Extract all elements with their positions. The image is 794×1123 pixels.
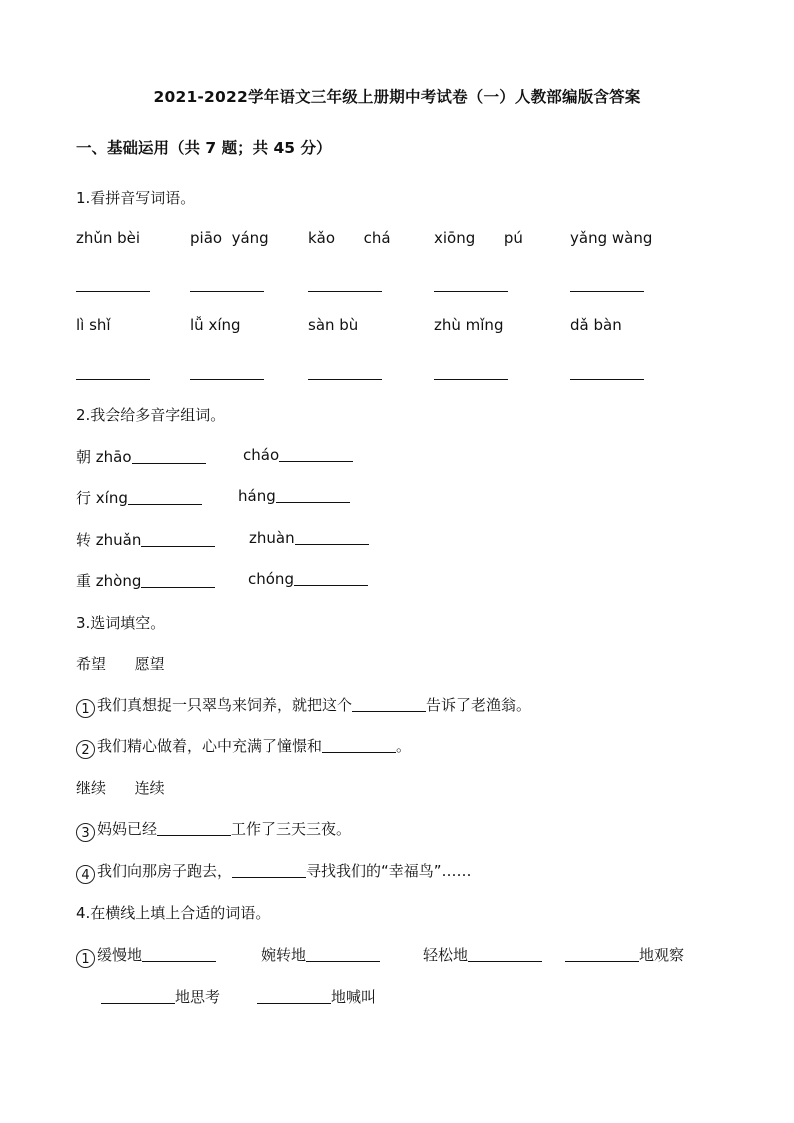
circled-number: 1 (76, 699, 95, 718)
answer-blank[interactable] (279, 448, 353, 462)
fill-sentence (76, 694, 531, 718)
answer-blank[interactable] (295, 531, 369, 545)
polyphone-row (238, 487, 350, 505)
answer-blank[interactable] (232, 864, 306, 878)
answer-blank[interactable] (565, 948, 639, 962)
phrase-text: 地思考 (175, 988, 221, 1006)
answer-blank[interactable] (76, 379, 150, 380)
answer-blank[interactable] (257, 990, 331, 1004)
answer-blank[interactable] (128, 491, 202, 505)
phrase-text: 轻松地 (423, 946, 469, 964)
polyphone-row (76, 446, 206, 467)
pinyin-cell: yǎng wàng (570, 229, 653, 247)
section-heading: 一、基础运用（共 7 题；共 45 分） (76, 139, 332, 157)
answer-blank[interactable] (308, 291, 382, 292)
sentence-text: 我们精心做着，心中充满了憧憬和 (97, 737, 323, 755)
polyphone-reading: 转 zhuǎn (76, 531, 142, 549)
answer-blank[interactable] (434, 379, 508, 380)
question-3-stem: 3.选词填空。 (76, 614, 166, 632)
fill-sentence (76, 860, 472, 884)
pinyin-cell: lì shǐ (76, 316, 111, 334)
polyphone-row (243, 446, 353, 464)
polyphone-row (76, 529, 215, 550)
answer-blank[interactable] (142, 948, 216, 962)
polyphone-reading: zhuàn (249, 529, 295, 547)
answer-blank[interactable] (141, 533, 215, 547)
answer-blank[interactable] (157, 822, 231, 836)
circled-number: 4 (76, 865, 95, 884)
polyphone-row (76, 487, 202, 508)
sentence-text: 工作了三天三夜。 (231, 820, 352, 838)
question-4-stem: 4.在横线上填上合适的词语。 (76, 904, 271, 922)
answer-blank[interactable] (468, 948, 542, 962)
fill-phrase (257, 986, 376, 1007)
fill-phrase (423, 944, 542, 965)
circled-number: 3 (76, 823, 95, 842)
sentence-text: 寻找我们的“幸福鸟”…… (306, 862, 472, 880)
fill-sentence (76, 735, 411, 759)
polyphone-reading: 重 zhòng (76, 572, 142, 590)
answer-blank[interactable] (141, 574, 215, 588)
fill-phrase (261, 944, 380, 965)
answer-blank[interactable] (294, 572, 368, 586)
answer-blank[interactable] (190, 291, 264, 292)
answer-blank[interactable] (570, 379, 644, 380)
phrase-text: 婉转地 (261, 946, 307, 964)
polyphone-row (76, 570, 215, 591)
polyphone-reading: 行 xíng (76, 489, 128, 507)
answer-blank[interactable] (570, 291, 644, 292)
sentence-text: 告诉了老渔翁。 (426, 696, 532, 714)
sentence-text: 。 (396, 737, 412, 755)
polyphone-reading: chóng (248, 570, 294, 588)
answer-blank[interactable] (132, 450, 206, 464)
phrase-text: 地观察 (639, 946, 685, 964)
word-choices: 希望 愿望 (76, 655, 165, 673)
polyphone-row (249, 529, 369, 547)
answer-blank[interactable] (76, 291, 150, 292)
circled-number: 2 (76, 740, 95, 759)
polyphone-row (248, 570, 368, 588)
answer-blank[interactable] (434, 291, 508, 292)
pinyin-cell: lǚ xíng (190, 316, 241, 334)
answer-blank[interactable] (276, 489, 350, 503)
sentence-text: 我们向那房子跑去， (97, 862, 233, 880)
fill-phrase (565, 944, 684, 965)
fill-sentence (76, 818, 351, 842)
pinyin-cell: zhù mǐng (434, 316, 504, 334)
word-choices: 继续 连续 (76, 779, 165, 797)
answer-blank[interactable] (352, 698, 426, 712)
polyphone-reading: cháo (243, 446, 280, 464)
fill-phrase (101, 986, 220, 1007)
answer-blank[interactable] (306, 948, 380, 962)
question-2-stem: 2.我会给多音字组词。 (76, 406, 226, 424)
phrase-text: 缓慢地 (97, 946, 143, 964)
polyphone-reading: háng (238, 487, 276, 505)
circled-number: 1 (76, 949, 95, 968)
pinyin-cell: sàn bù (308, 316, 359, 334)
phrase-text: 地喊叫 (331, 988, 377, 1006)
pinyin-cell: xiōng pú (434, 229, 523, 247)
pinyin-cell: piāo yáng (190, 229, 269, 247)
page-title: 2021-2022学年语文三年级上册期中考试卷（一）人教部编版含答案 (153, 88, 641, 106)
answer-blank[interactable] (322, 739, 396, 753)
polyphone-reading: 朝 zhāo (76, 448, 132, 466)
pinyin-cell: kǎo chá (308, 229, 391, 247)
question-1-stem: 1.看拼音写词语。 (76, 189, 196, 207)
answer-blank[interactable] (190, 379, 264, 380)
answer-blank[interactable] (101, 990, 175, 1004)
sentence-text: 我们真想捉一只翠鸟来饲养，就把这个 (97, 696, 353, 714)
answer-blank[interactable] (308, 379, 382, 380)
pinyin-cell: zhǔn bèi (76, 229, 141, 247)
sentence-text: 妈妈已经 (97, 820, 158, 838)
pinyin-cell: dǎ bàn (570, 316, 622, 334)
fill-phrase-row (76, 944, 216, 968)
